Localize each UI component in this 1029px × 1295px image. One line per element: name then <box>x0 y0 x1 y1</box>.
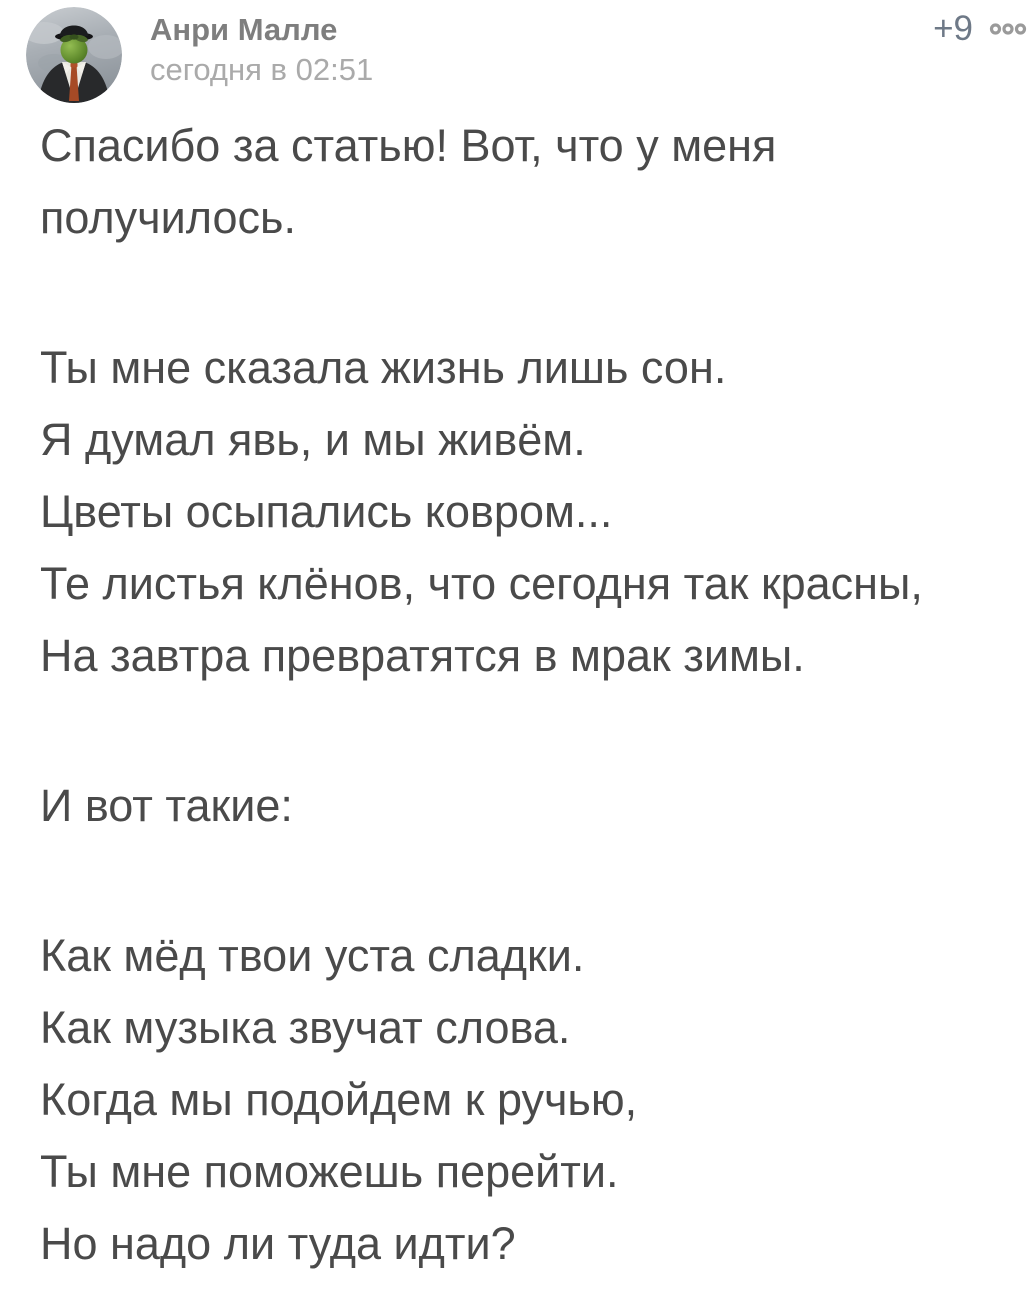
text-line: Цветы осыпались ковром... <box>40 486 613 537</box>
paragraph-transition <box>40 770 1029 842</box>
paragraph-intro <box>40 110 1029 254</box>
text-line: Те листья клёнов, что сегодня так красны, <box>40 558 923 609</box>
text-line: Когда мы подойдем к ручью, <box>40 1074 638 1125</box>
paragraph-poem-2 <box>40 920 1029 1280</box>
post-text <box>40 110 1029 1280</box>
post-header <box>0 0 1029 103</box>
user-avatar[interactable] <box>26 7 122 103</box>
text-line: И вот такие: <box>40 780 293 831</box>
three-dots-menu-icon <box>989 26 1029 43</box>
text-line: Ты мне поможешь перейти. <box>40 1146 619 1197</box>
author-name[interactable]: Анри Малле <box>150 12 338 47</box>
paragraph-poem-1 <box>40 332 1029 692</box>
text-line: Спасибо за статью! Вот, что у меня <box>40 120 777 171</box>
text-line: получилось. <box>40 192 296 243</box>
text-line: На завтра превратятся в мрак зимы. <box>40 630 805 681</box>
menu-button[interactable] <box>989 19 1029 39</box>
extra-recipients-counter[interactable]: +9 <box>933 9 973 48</box>
text-line: Как музыка звучат слова. <box>40 1002 571 1053</box>
text-line: Ты мне сказала жизнь лишь сон. <box>40 342 727 393</box>
son-of-man-avatar-icon <box>26 7 122 103</box>
text-line: Как мёд твои уста сладки. <box>40 930 585 981</box>
text-line: Но надо ли туда идти? <box>40 1218 516 1269</box>
text-line: Я думал явь, и мы живём. <box>40 414 586 465</box>
post-timestamp[interactable]: сегодня в 02:51 <box>150 52 374 87</box>
